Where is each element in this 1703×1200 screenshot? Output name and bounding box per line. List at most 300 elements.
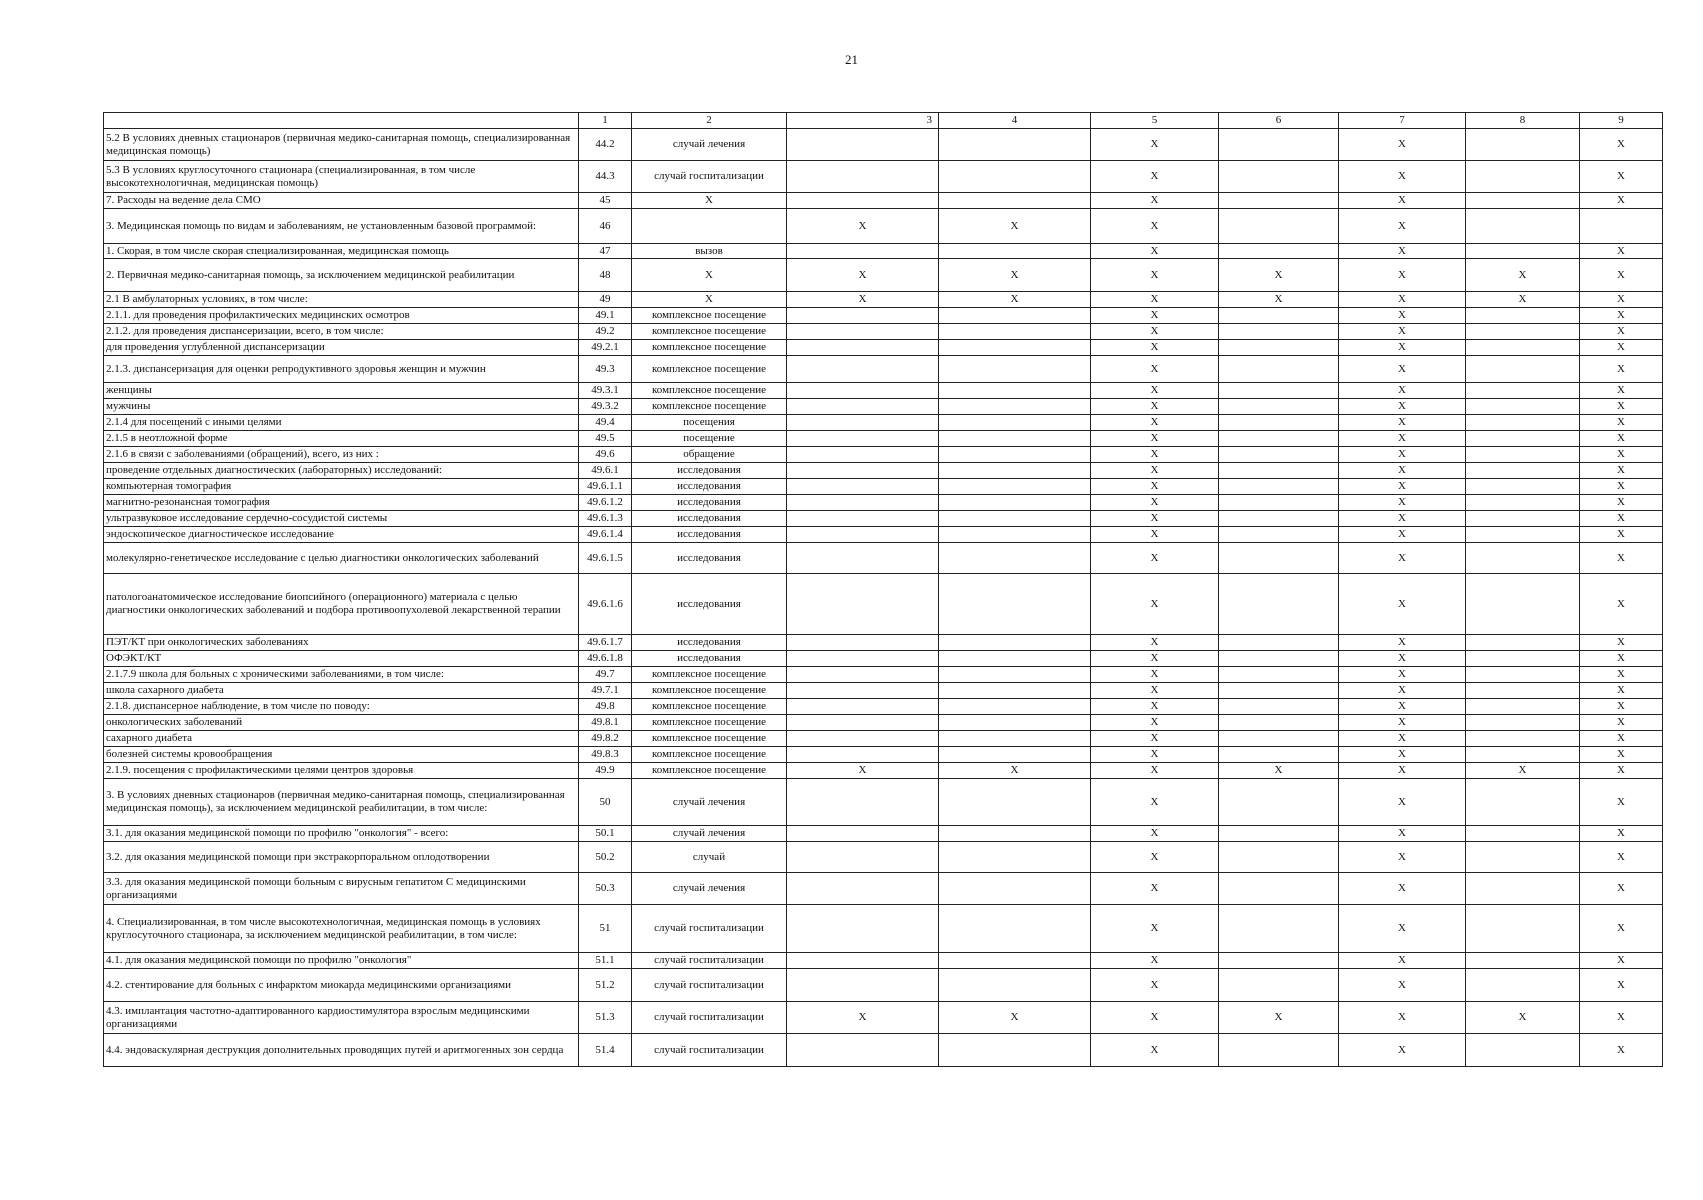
row-code: 49.8: [579, 699, 632, 715]
row-code: 50.2: [579, 842, 632, 873]
col7-cell: X: [1339, 383, 1466, 399]
table-row: [104, 1002, 1663, 1034]
col6-cell: [1219, 1034, 1339, 1067]
unit-cell: исследования: [632, 527, 787, 543]
row-code: 49.6.1.3: [579, 511, 632, 527]
row-code: 49.6.1.1: [579, 479, 632, 495]
unit-cell: посещение: [632, 431, 787, 447]
unit-cell: исследования: [632, 479, 787, 495]
row-code: 49.3.2: [579, 399, 632, 415]
header-cell: 3: [787, 113, 939, 129]
unit-cell: посещения: [632, 415, 787, 431]
row-label: 4.2. стентирование для больных с инфарктом миокарда медицинскими организациями: [104, 969, 579, 1002]
row-code: 49.6.1.6: [579, 574, 632, 635]
table-row: [104, 340, 1663, 356]
data-table: [103, 112, 1663, 1067]
col8-cell: [1466, 463, 1580, 479]
col5-cell: X: [1091, 543, 1219, 574]
col3-cell: [787, 873, 939, 905]
col5-cell: X: [1091, 463, 1219, 479]
col4-cell: [939, 683, 1091, 699]
col8-cell: [1466, 905, 1580, 953]
col3-cell: [787, 324, 939, 340]
col6-cell: [1219, 953, 1339, 969]
col4-cell: [939, 356, 1091, 383]
col5-cell: X: [1091, 447, 1219, 463]
col4-cell: [939, 244, 1091, 259]
unit-cell: случай госпитализации: [632, 969, 787, 1002]
unit-cell: X: [632, 193, 787, 209]
col3-cell: [787, 415, 939, 431]
col3-cell: [787, 543, 939, 574]
col4-cell: X: [939, 1002, 1091, 1034]
col9-cell: X: [1580, 779, 1663, 826]
row-label: ультразвуковое исследование сердечно-сосудистой системы: [104, 511, 579, 527]
row-code: 46: [579, 209, 632, 244]
col5-cell: X: [1091, 383, 1219, 399]
row-code: 49.7: [579, 667, 632, 683]
row-label: 2.1 В амбулаторных условиях, в том числе:: [104, 292, 579, 308]
col8-cell: [1466, 527, 1580, 543]
row-code: 51: [579, 905, 632, 953]
col6-cell: [1219, 511, 1339, 527]
header-cell: 9: [1580, 113, 1663, 129]
col6-cell: [1219, 667, 1339, 683]
header-cell: 8: [1466, 113, 1580, 129]
col9-cell: X: [1580, 129, 1663, 161]
col6-cell: [1219, 715, 1339, 731]
row-code: 49.3.1: [579, 383, 632, 399]
unit-cell: случай: [632, 842, 787, 873]
col4-cell: X: [939, 763, 1091, 779]
col7-cell: X: [1339, 731, 1466, 747]
table-row: [104, 292, 1663, 308]
col4-cell: [939, 511, 1091, 527]
col7-cell: X: [1339, 543, 1466, 574]
col8-cell: [1466, 715, 1580, 731]
row-code: 49.5: [579, 431, 632, 447]
col3-cell: [787, 842, 939, 873]
col8-cell: [1466, 873, 1580, 905]
col8-cell: [1466, 699, 1580, 715]
table-row: [104, 969, 1663, 1002]
col6-cell: [1219, 699, 1339, 715]
table-row: [104, 356, 1663, 383]
table-row: [104, 683, 1663, 699]
col6-cell: [1219, 463, 1339, 479]
col6-cell: [1219, 779, 1339, 826]
col9-cell: X: [1580, 399, 1663, 415]
col9-cell: X: [1580, 699, 1663, 715]
table-row: [104, 699, 1663, 715]
unit-cell: комплексное посещение: [632, 356, 787, 383]
col6-cell: [1219, 415, 1339, 431]
col4-cell: [939, 953, 1091, 969]
col6-cell: [1219, 527, 1339, 543]
col5-cell: X: [1091, 308, 1219, 324]
unit-cell: исследования: [632, 635, 787, 651]
col7-cell: X: [1339, 431, 1466, 447]
header-cell: 1: [579, 113, 632, 129]
row-label: магнитно-резонансная томография: [104, 495, 579, 511]
col8-cell: [1466, 683, 1580, 699]
col3-cell: X: [787, 292, 939, 308]
table-row: [104, 129, 1663, 161]
col9-cell: X: [1580, 651, 1663, 667]
col4-cell: [939, 699, 1091, 715]
row-code: 49.9: [579, 763, 632, 779]
row-label: 4. Специализированная, в том числе высокотехнологичная, медицинская помощь в условиях круглосуточного стационара, за исключением медицинской реабилитации, в том числе:: [104, 905, 579, 953]
header-cell: 6: [1219, 113, 1339, 129]
col6-cell: [1219, 383, 1339, 399]
col9-cell: X: [1580, 415, 1663, 431]
col9-cell: X: [1580, 259, 1663, 292]
col7-cell: X: [1339, 259, 1466, 292]
unit-cell: вызов: [632, 244, 787, 259]
col3-cell: X: [787, 1002, 939, 1034]
col5-cell: X: [1091, 129, 1219, 161]
table-row: [104, 308, 1663, 324]
col5-cell: X: [1091, 479, 1219, 495]
col8-cell: [1466, 244, 1580, 259]
unit-cell: обращение: [632, 447, 787, 463]
col5-cell: X: [1091, 683, 1219, 699]
unit-cell: комплексное посещение: [632, 763, 787, 779]
col3-cell: [787, 129, 939, 161]
header-cell: 7: [1339, 113, 1466, 129]
unit-cell: случай лечения: [632, 779, 787, 826]
col4-cell: [939, 399, 1091, 415]
table-row: [104, 715, 1663, 731]
table-row: [104, 415, 1663, 431]
table-row: [104, 527, 1663, 543]
col3-cell: [787, 399, 939, 415]
row-code: 49.2.1: [579, 340, 632, 356]
col3-cell: [787, 527, 939, 543]
col9-cell: X: [1580, 324, 1663, 340]
col5-cell: X: [1091, 873, 1219, 905]
unit-cell: случай госпитализации: [632, 953, 787, 969]
row-label: молекулярно-генетическое исследование с целью диагностики онкологических заболеваний: [104, 543, 579, 574]
col9-cell: X: [1580, 244, 1663, 259]
col7-cell: X: [1339, 495, 1466, 511]
unit-cell: X: [632, 259, 787, 292]
row-code: 49.7.1: [579, 683, 632, 699]
col4-cell: [939, 779, 1091, 826]
header-cell: [104, 113, 579, 129]
col9-cell: X: [1580, 842, 1663, 873]
unit-cell: случай госпитализации: [632, 1002, 787, 1034]
col8-cell: X: [1466, 292, 1580, 308]
row-label: для проведения углубленной диспансеризации: [104, 340, 579, 356]
row-code: 49.6.1.7: [579, 635, 632, 651]
table-row: [104, 244, 1663, 259]
col8-cell: [1466, 842, 1580, 873]
col8-cell: [1466, 431, 1580, 447]
col9-cell: X: [1580, 431, 1663, 447]
col9-cell: X: [1580, 731, 1663, 747]
col3-cell: [787, 779, 939, 826]
table-row: [104, 779, 1663, 826]
table-row: [104, 731, 1663, 747]
row-code: 44.2: [579, 129, 632, 161]
col5-cell: X: [1091, 842, 1219, 873]
col6-cell: [1219, 209, 1339, 244]
col9-cell: X: [1580, 953, 1663, 969]
table-row: [104, 543, 1663, 574]
col9-cell: X: [1580, 683, 1663, 699]
col4-cell: [939, 324, 1091, 340]
row-code: 49.8.3: [579, 747, 632, 763]
col3-cell: [787, 308, 939, 324]
col8-cell: [1466, 383, 1580, 399]
table-row: [104, 259, 1663, 292]
col5-cell: X: [1091, 1034, 1219, 1067]
col9-cell: X: [1580, 479, 1663, 495]
col5-cell: X: [1091, 431, 1219, 447]
row-code: 49.1: [579, 308, 632, 324]
row-label: 4.4. эндоваскулярная деструкция дополнительных проводящих путей и аритмогенных зон сердца: [104, 1034, 579, 1067]
row-label: 2.1.3. диспансеризация для оценки репродуктивного здоровья женщин и мужчин: [104, 356, 579, 383]
col9-cell: X: [1580, 495, 1663, 511]
row-label: 7. Расходы на ведение дела СМО: [104, 193, 579, 209]
col5-cell: X: [1091, 747, 1219, 763]
unit-cell: комплексное посещение: [632, 699, 787, 715]
col5-cell: X: [1091, 969, 1219, 1002]
col5-cell: X: [1091, 1002, 1219, 1034]
row-label: 5.2 В условиях дневных стационаров (первичная медико-санитарная помощь, специализированная медицинская помощь): [104, 129, 579, 161]
col5-cell: X: [1091, 763, 1219, 779]
row-label: 5.3 В условиях круглосуточного стационара (специализированная, в том числе высокотехнологичная, медицинская помощь): [104, 161, 579, 193]
col9-cell: X: [1580, 308, 1663, 324]
unit-cell: случай лечения: [632, 826, 787, 842]
unit-cell: исследования: [632, 495, 787, 511]
col7-cell: X: [1339, 1002, 1466, 1034]
unit-cell: комплексное посещение: [632, 399, 787, 415]
table-row: [104, 826, 1663, 842]
table-row: [104, 431, 1663, 447]
col7-cell: X: [1339, 244, 1466, 259]
col9-cell: X: [1580, 873, 1663, 905]
row-code: 49: [579, 292, 632, 308]
col9-cell: X: [1580, 543, 1663, 574]
col9-cell: X: [1580, 969, 1663, 1002]
col3-cell: [787, 431, 939, 447]
col7-cell: X: [1339, 779, 1466, 826]
col6-cell: X: [1219, 292, 1339, 308]
col5-cell: X: [1091, 356, 1219, 383]
col7-cell: X: [1339, 953, 1466, 969]
col4-cell: [939, 969, 1091, 1002]
col8-cell: X: [1466, 259, 1580, 292]
unit-cell: X: [632, 292, 787, 308]
table-row: [104, 953, 1663, 969]
row-code: 49.6.1: [579, 463, 632, 479]
row-label: сахарного диабета: [104, 731, 579, 747]
col6-cell: [1219, 731, 1339, 747]
col7-cell: X: [1339, 308, 1466, 324]
col5-cell: X: [1091, 495, 1219, 511]
col3-cell: [787, 683, 939, 699]
row-label: патологоанатомическое исследование биопсийного (операционного) материала с целью диагностики онкологических заболеваний и подбора противоопухолевой лекарственной терапии: [104, 574, 579, 635]
col9-cell: X: [1580, 527, 1663, 543]
row-label: школа сахарного диабета: [104, 683, 579, 699]
table-row: [104, 511, 1663, 527]
col4-cell: [939, 543, 1091, 574]
col6-cell: [1219, 495, 1339, 511]
unit-cell: комплексное посещение: [632, 747, 787, 763]
col6-cell: [1219, 651, 1339, 667]
col8-cell: [1466, 779, 1580, 826]
row-label: 2.1.6 в связи с заболеваниями (обращений), всего, из них :: [104, 447, 579, 463]
row-label: 4.1. для оказания медицинской помощи по профилю "онкология": [104, 953, 579, 969]
col7-cell: X: [1339, 527, 1466, 543]
col9-cell: X: [1580, 747, 1663, 763]
row-code: 49.6.1.2: [579, 495, 632, 511]
col9-cell: X: [1580, 1002, 1663, 1034]
col3-cell: [787, 193, 939, 209]
col5-cell: X: [1091, 193, 1219, 209]
col6-cell: X: [1219, 259, 1339, 292]
col6-cell: [1219, 447, 1339, 463]
unit-cell: случай лечения: [632, 873, 787, 905]
col8-cell: [1466, 495, 1580, 511]
col8-cell: [1466, 209, 1580, 244]
col3-cell: [787, 826, 939, 842]
row-code: 51.2: [579, 969, 632, 1002]
col3-cell: [787, 383, 939, 399]
col6-cell: [1219, 826, 1339, 842]
col3-cell: [787, 356, 939, 383]
row-code: 51.1: [579, 953, 632, 969]
header-cell: 2: [632, 113, 787, 129]
row-code: 49.2: [579, 324, 632, 340]
col8-cell: [1466, 308, 1580, 324]
col7-cell: X: [1339, 635, 1466, 651]
row-label: 2.1.1. для проведения профилактических медицинских осмотров: [104, 308, 579, 324]
unit-cell: комплексное посещение: [632, 383, 787, 399]
col5-cell: X: [1091, 244, 1219, 259]
col7-cell: X: [1339, 340, 1466, 356]
row-code: 49.6.1.4: [579, 527, 632, 543]
table-row: [104, 905, 1663, 953]
col4-cell: X: [939, 292, 1091, 308]
row-label: 3. В условиях дневных стационаров (первичная медико-санитарная помощь, специализированная медицинская помощь), за исключением медицинской реабилитации, в том числе:: [104, 779, 579, 826]
row-code: 49.4: [579, 415, 632, 431]
col8-cell: X: [1466, 763, 1580, 779]
col4-cell: [939, 308, 1091, 324]
col8-cell: [1466, 826, 1580, 842]
table-row: [104, 161, 1663, 193]
col6-cell: [1219, 747, 1339, 763]
row-label: ПЭТ/КТ при онкологических заболеваниях: [104, 635, 579, 651]
col6-cell: [1219, 905, 1339, 953]
col6-cell: X: [1219, 1002, 1339, 1034]
col6-cell: [1219, 431, 1339, 447]
col3-cell: [787, 463, 939, 479]
col5-cell: X: [1091, 415, 1219, 431]
row-label: мужчины: [104, 399, 579, 415]
col7-cell: X: [1339, 905, 1466, 953]
col7-cell: X: [1339, 574, 1466, 635]
col3-cell: [787, 667, 939, 683]
col7-cell: X: [1339, 826, 1466, 842]
col3-cell: [787, 574, 939, 635]
row-code: 44.3: [579, 161, 632, 193]
col7-cell: X: [1339, 209, 1466, 244]
col6-cell: [1219, 193, 1339, 209]
table-row: [104, 495, 1663, 511]
unit-cell: комплексное посещение: [632, 667, 787, 683]
row-label: болезней системы кровообращения: [104, 747, 579, 763]
col8-cell: [1466, 667, 1580, 683]
col7-cell: X: [1339, 292, 1466, 308]
col5-cell: X: [1091, 292, 1219, 308]
row-label: 2.1.9. посещения с профилактическими целями центров здоровья: [104, 763, 579, 779]
col5-cell: X: [1091, 511, 1219, 527]
col7-cell: X: [1339, 763, 1466, 779]
unit-cell: комплексное посещение: [632, 715, 787, 731]
row-code: 50.3: [579, 873, 632, 905]
col4-cell: [939, 574, 1091, 635]
col6-cell: [1219, 683, 1339, 699]
col7-cell: X: [1339, 842, 1466, 873]
unit-cell: исследования: [632, 574, 787, 635]
col9-cell: X: [1580, 905, 1663, 953]
unit-cell: комплексное посещение: [632, 731, 787, 747]
table-row: [104, 1034, 1663, 1067]
col5-cell: X: [1091, 779, 1219, 826]
row-code: 50.1: [579, 826, 632, 842]
col3-cell: X: [787, 259, 939, 292]
col3-cell: [787, 479, 939, 495]
col8-cell: [1466, 129, 1580, 161]
col5-cell: X: [1091, 399, 1219, 415]
col7-cell: X: [1339, 193, 1466, 209]
unit-cell: исследования: [632, 651, 787, 667]
table-row: [104, 747, 1663, 763]
col3-cell: [787, 340, 939, 356]
col6-cell: X: [1219, 763, 1339, 779]
table-row: [104, 479, 1663, 495]
row-label: 2.1.4 для посещений с иными целями: [104, 415, 579, 431]
col4-cell: [939, 463, 1091, 479]
col3-cell: [787, 1034, 939, 1067]
row-code: 51.3: [579, 1002, 632, 1034]
col5-cell: X: [1091, 826, 1219, 842]
col4-cell: [939, 1034, 1091, 1067]
col8-cell: [1466, 415, 1580, 431]
col9-cell: X: [1580, 161, 1663, 193]
col9-cell: X: [1580, 356, 1663, 383]
col5-cell: X: [1091, 715, 1219, 731]
col4-cell: [939, 842, 1091, 873]
col3-cell: X: [787, 209, 939, 244]
col3-cell: [787, 953, 939, 969]
col8-cell: [1466, 1034, 1580, 1067]
col9-cell: X: [1580, 826, 1663, 842]
col6-cell: [1219, 842, 1339, 873]
col8-cell: X: [1466, 1002, 1580, 1034]
col4-cell: [939, 161, 1091, 193]
col6-cell: [1219, 244, 1339, 259]
col4-cell: [939, 340, 1091, 356]
table-row: [104, 763, 1663, 779]
col8-cell: [1466, 651, 1580, 667]
row-code: 49.6: [579, 447, 632, 463]
col6-cell: [1219, 161, 1339, 193]
row-code: 49.3: [579, 356, 632, 383]
